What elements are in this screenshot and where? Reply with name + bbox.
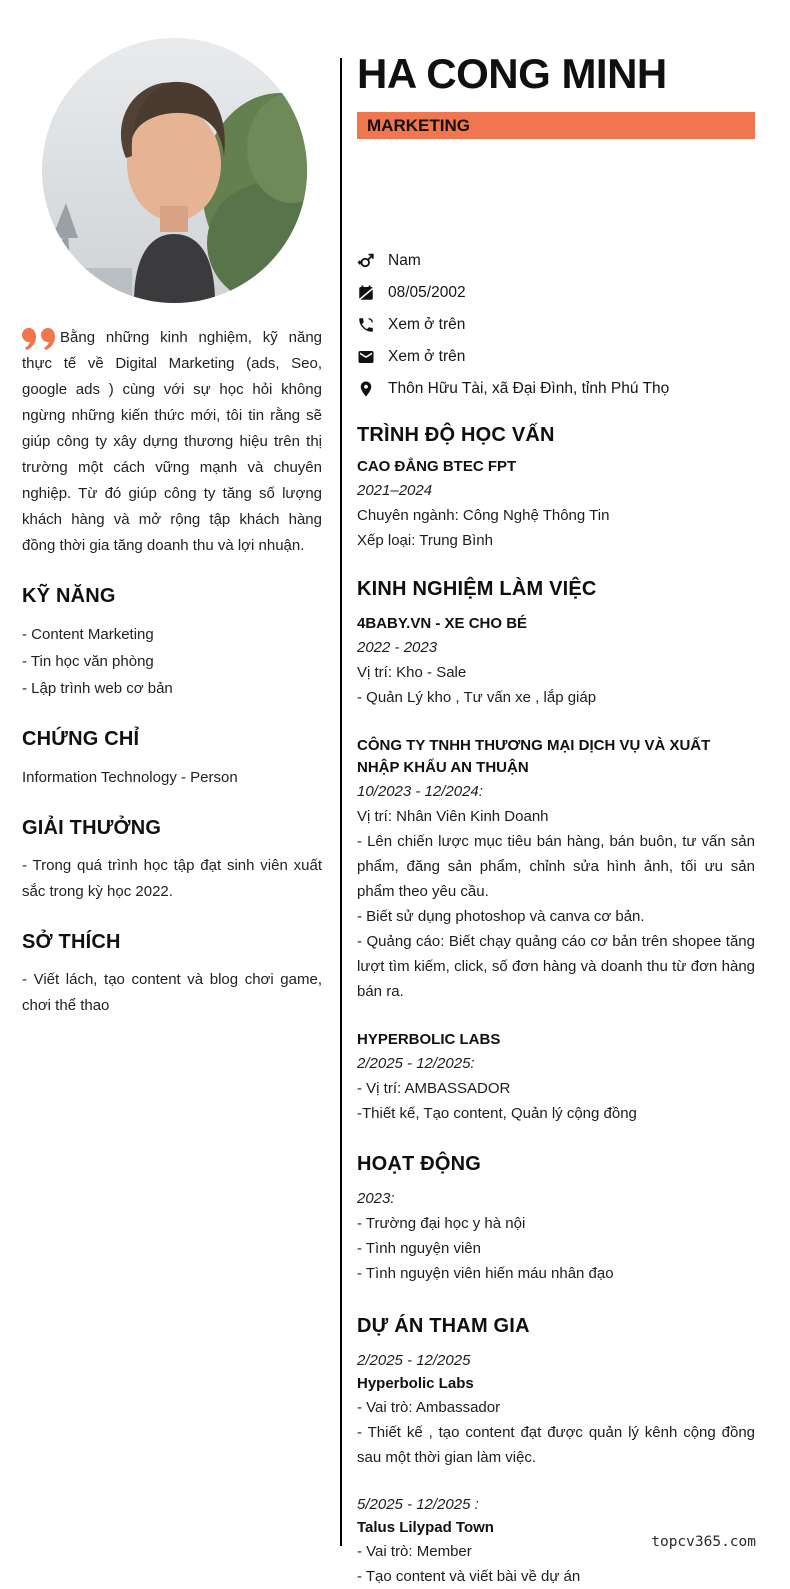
right-column — [357, 0, 755, 1589]
phone-icon — [357, 316, 375, 334]
calendar-icon — [357, 284, 375, 302]
job-title: MARKETING — [367, 115, 470, 135]
contact-info — [357, 251, 755, 398]
job-period: 2/2025 - 12/2025: — [357, 1055, 475, 1073]
summary-text: Bằng những kinh nghiệm, kỹ năng thực tế về Digital Marketing (ads, Seo, google ads ) cùng với sự học hỏi không ngừng những kiến thức mới, tôi tin rằng sẽ giúp công ty xây dựng thương hiệu trên thị trường một cách vững mạnh và chuyên nghiệp. Từ đó giúp công ty tăng số lượng khách hàng và mở rộng tập khách hàng đồng thời gia tăng doanh thu và lợi nhuận. — [22, 329, 322, 554]
watermark-site-link[interactable]: topcv365.com — [651, 1534, 756, 1550]
experience-job — [357, 1029, 755, 1126]
job-detail: Vị trí: Nhân Viên Kinh Doanh — [357, 808, 549, 826]
hobbies-heading: SỞ THÍCH — [22, 931, 121, 953]
job-detail: Vị trí: Kho - Sale — [357, 664, 467, 682]
envelope-icon — [357, 348, 375, 366]
job-detail: - Quảng cáo: Biết chạy quảng cáo cơ bản trên shopee tăng lượt tìm kiếm, click, số đơn hàng và doanh thu từ đơn hàng bán ra. — [357, 933, 755, 1001]
profile-photo-image — [42, 38, 307, 303]
column-divider — [340, 58, 342, 1546]
activity-item: - Tình nguyện viên — [357, 1240, 481, 1258]
activities-period: 2023: — [357, 1190, 395, 1208]
activities-heading: HOẠT ĐỘNG — [357, 1153, 482, 1176]
experience-heading: KINH NGHIỆM LÀM VIỆC — [357, 578, 597, 601]
job-detail: - Quản Lý kho , Tư vấn xe , lắp giáp — [357, 689, 597, 707]
left-column — [22, 0, 322, 1019]
award-item: - Trong quá trình học tập đạt sinh viên xuất sắc trong kỳ học 2022. — [22, 857, 322, 900]
activity-item: - Tình nguyện viên hiến máu nhân đạo — [357, 1265, 614, 1283]
candidate-name: HA CONG MINH — [357, 50, 667, 97]
gender-value: Nam — [388, 251, 421, 269]
experience-job — [357, 613, 755, 710]
skills-heading: KỸ NĂNG — [22, 585, 116, 607]
education-major: Chuyên ngành: Công Nghệ Thông Tin — [357, 507, 610, 525]
activity-item: - Trường đại học y hà nội — [357, 1215, 526, 1233]
project-name: Hyperbolic Labs — [357, 1375, 474, 1393]
contact-email-row — [357, 347, 755, 366]
projects-heading: DỰ ÁN THAM GIA — [357, 1315, 530, 1338]
location-pin-icon — [357, 380, 375, 398]
contact-dob-row — [357, 283, 755, 302]
education-section — [357, 424, 755, 553]
job-detail: - Vị trí: AMBASSADOR — [357, 1080, 511, 1098]
summary-paragraph — [22, 325, 322, 559]
gender-icon — [357, 252, 375, 270]
skill-item: - Lập trình web cơ bản — [22, 680, 173, 697]
dob-value: 08/05/2002 — [388, 283, 466, 301]
project-detail: - Vai trò: Ambassador — [357, 1399, 501, 1417]
education-heading: TRÌNH ĐỘ HỌC VẤN — [357, 424, 555, 447]
education-grade: Xếp loại: Trung Bình — [357, 532, 493, 550]
job-detail: - Biết sử dụng photoshop và canva cơ bản. — [357, 908, 645, 926]
phone-value: Xem ở trên — [388, 315, 466, 333]
job-period: 10/2023 - 12/2024: — [357, 783, 483, 801]
job-company: CÔNG TY TNHH THƯƠNG MẠI DỊCH VỤ VÀ XUẤT NHẬP KHẨU AN THUẬN — [357, 737, 711, 777]
job-period: 2022 - 2023 — [357, 639, 438, 657]
activities-section — [357, 1153, 755, 1286]
project-name: Talus Lilypad Town — [357, 1519, 494, 1537]
project-period: 5/2025 - 12/2025 : — [357, 1496, 479, 1514]
hobby-item: - Viết lách, tạo content và blog chơi game, chơi thể thao — [22, 971, 322, 1014]
quote-icon — [22, 327, 56, 351]
contact-phone-row — [357, 315, 755, 334]
contact-gender-row — [357, 251, 755, 270]
job-detail: - Lên chiến lược mục tiêu bán hàng, bán buôn, tư vấn sản phẩm, đăng sản phẩm, chỉnh sửa hình ảnh, tối ưu sản phẩm theo yêu cầu. — [357, 833, 755, 901]
address-value: Thôn Hữu Tài, xã Đại Đình, tỉnh Phú Thọ — [388, 379, 670, 397]
job-title-bar — [357, 112, 755, 139]
contact-address-row — [357, 379, 755, 398]
job-company: HYPERBOLIC LABS — [357, 1031, 501, 1049]
education-school: CAO ĐẲNG BTEC FPT — [357, 458, 517, 476]
experience-section — [357, 578, 755, 1126]
certificates-heading: CHỨNG CHỈ — [22, 728, 140, 750]
profile-photo — [42, 38, 307, 303]
awards-heading: GIẢI THƯỞNG — [22, 817, 162, 839]
email-value: Xem ở trên — [388, 347, 466, 365]
experience-job — [357, 735, 755, 1004]
certificate-item: Information Technology - Person — [22, 769, 238, 786]
job-detail: -Thiết kế, Tạo content, Quản lý cộng đồng — [357, 1105, 637, 1123]
project-detail: - Thiết kế , tạo content đạt được quản lý kênh cộng đồng sau một thời gian làm việc. — [357, 1424, 755, 1467]
project-detail: - Vai trò: Member — [357, 1543, 472, 1561]
skill-item: - Tin học văn phòng — [22, 653, 154, 670]
project-period: 2/2025 - 12/2025 — [357, 1352, 471, 1370]
skill-item: - Content Marketing — [22, 626, 154, 643]
job-company: 4BABY.VN - XE CHO BÉ — [357, 615, 528, 633]
project-item — [357, 1348, 755, 1470]
project-detail: - Tạo content và viết bài về dự án — [357, 1568, 581, 1586]
education-period: 2021–2024 — [357, 482, 433, 500]
